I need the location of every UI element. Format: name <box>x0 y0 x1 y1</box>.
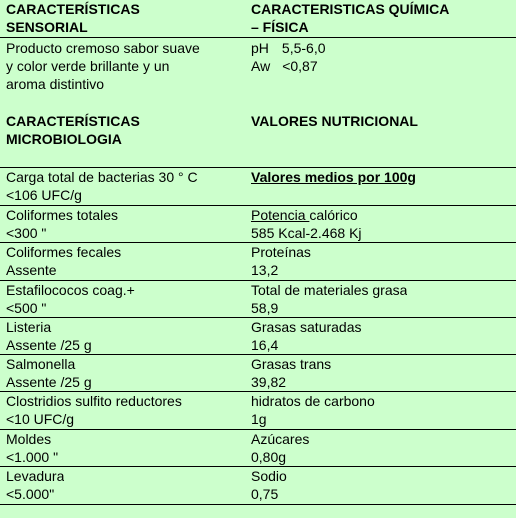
micro-value: <300 " <box>6 225 47 241</box>
micro-value: <1.000 " <box>6 449 59 465</box>
micro-name: Listeria <box>6 319 52 335</box>
micro-value: <10 UFC/g <box>6 411 75 427</box>
nutri-value: 585 Kcal-2.468 Kj <box>251 225 362 241</box>
micro-name: Coliformes totales <box>6 207 119 223</box>
header-micro-line1: CARACTERÍSTICAS <box>6 113 140 129</box>
micro-name: Carga total de bacterias 30 ° C <box>6 169 198 185</box>
header-sensorial-line1: CARACTERÍSTICAS <box>6 1 140 17</box>
nutri-heading: Valores medios por 100g <box>251 169 416 185</box>
divider <box>0 37 516 38</box>
header-quimica <box>251 0 449 36</box>
nutri-row <box>251 318 362 354</box>
aw-label: Aw <box>251 58 271 74</box>
micro-row <box>6 281 135 317</box>
micro-value: <106 UFC/g <box>6 187 82 203</box>
sensorial-line: aroma distintivo <box>6 76 105 92</box>
nutri-row <box>251 467 287 503</box>
micro-row <box>6 168 198 204</box>
header-nutricional <box>251 112 418 130</box>
nutri-value: 16,4 <box>251 337 279 353</box>
micro-row <box>6 318 92 354</box>
micro-value: Assente <box>6 262 57 278</box>
nutri-row <box>251 281 407 317</box>
micro-name: Moldes <box>6 431 52 447</box>
nutri-name: Total de materiales grasa <box>251 282 408 298</box>
micro-name: Levadura <box>6 468 65 484</box>
micro-name: Clostridios sulfito reductores <box>6 393 182 409</box>
divider <box>0 504 516 505</box>
micro-row <box>6 243 121 279</box>
ph-value: 5,5-6,0 <box>281 40 326 56</box>
nutri-name: Sodio <box>251 468 287 484</box>
header-microbiologia <box>6 112 140 148</box>
nutri-row <box>251 430 309 466</box>
potencia-label-rest: calórico <box>309 207 358 223</box>
nutri-name: hidratos de carbono <box>251 393 375 409</box>
micro-row <box>6 392 182 428</box>
potencia-label: Potencia <box>251 207 310 223</box>
nutri-value: 0,80g <box>251 449 287 465</box>
nutri-name: Grasas trans <box>251 356 332 372</box>
nutri-value: 1g <box>251 411 267 427</box>
micro-row <box>6 467 64 503</box>
micro-name: Coliformes fecales <box>6 244 122 260</box>
header-quimica-line1: CARACTERISTICAS QUÍMICA <box>251 1 450 17</box>
header-nutri-line: VALORES NUTRICIONAL <box>251 113 418 129</box>
quimica-ph <box>251 39 326 57</box>
nutri-value: 58,9 <box>251 300 279 316</box>
nutri-name: Proteínas <box>251 244 311 260</box>
nutri-row <box>251 243 311 279</box>
micro-value: <500 " <box>6 300 47 316</box>
nutri-name: Azúcares <box>251 431 310 447</box>
header-quimica-line2: – FÍSICA <box>251 19 309 35</box>
micro-value: <5.000" <box>6 486 55 502</box>
nutri-row <box>251 392 375 428</box>
micro-value: Assente /25 g <box>6 374 92 390</box>
sensorial-line: Producto cremoso sabor suave <box>6 40 200 56</box>
header-sensorial <box>6 0 140 36</box>
micro-name: Salmonella <box>6 356 76 372</box>
micro-row <box>6 355 92 391</box>
nutri-row <box>251 355 331 391</box>
nutri-value: 39,82 <box>251 374 287 390</box>
aw-value: <0,87 <box>282 58 318 74</box>
micro-name: Estafilococos coag.+ <box>6 282 135 298</box>
nutri-value: 0,75 <box>251 486 279 502</box>
header-sensorial-line2: SENSORIAL <box>6 19 88 35</box>
micro-row <box>6 430 58 466</box>
nutri-value: 13,2 <box>251 262 279 278</box>
micro-row <box>6 206 118 242</box>
ph-label: pH <box>251 40 269 56</box>
nutri-name: Grasas saturadas <box>251 319 362 335</box>
micro-value: Assente /25 g <box>6 337 92 353</box>
sensorial-line: y color verde brillante y un <box>6 58 170 74</box>
quimica-aw <box>251 57 318 75</box>
header-micro-line2: MICROBIOLOGIA <box>6 131 122 147</box>
nutri-row <box>251 206 362 242</box>
sensorial-description <box>6 39 200 93</box>
